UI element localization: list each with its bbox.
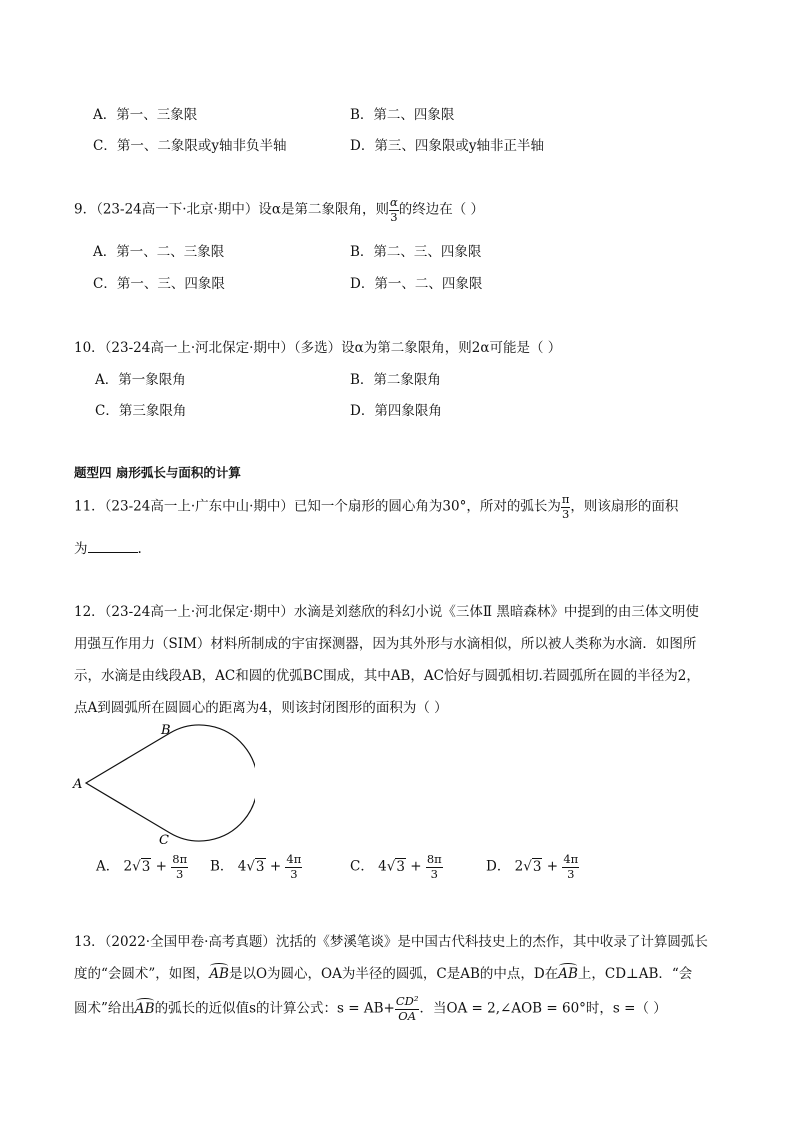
q13-line3-c: ．当OA = 2,∠AOB = 60°时，s =（ ） <box>419 1000 667 1017</box>
q12-option-c-letter: C． <box>350 858 374 875</box>
q12-option-d-denominator: 3 <box>567 866 575 881</box>
q13-line2-b: 是以O为圆心，OA为半径的圆弧，C是AB的中点，D在 <box>228 966 559 982</box>
q9-fraction <box>389 197 399 223</box>
q12-option-a-letter: A． <box>96 858 120 875</box>
q10-option-b: B．第二象限角 <box>350 372 441 388</box>
q8-option-a: A．第一、三象限 <box>93 107 198 123</box>
label-c: C <box>159 833 169 848</box>
q13-line2-c: 上，CD⊥AB．“会 <box>577 966 693 982</box>
q12-option-c-fraction <box>426 854 443 880</box>
q11-fraction <box>561 494 571 520</box>
q12-option-b-plus: + <box>269 858 282 875</box>
q13-fraction-denominator: OA <box>398 1008 416 1023</box>
q9-option-b: B．第二、三、四象限 <box>350 244 482 260</box>
q9-option-a: A．第一、二、三象限 <box>93 244 225 260</box>
q9-stem-post: 的终边在（ ） <box>398 201 485 218</box>
arc-ab-symbol: AB <box>558 966 578 982</box>
q13-line3-b: 的弧长的近似值s的计算公式：s = AB+ <box>154 1000 395 1017</box>
answer-blank[interactable] <box>88 540 138 553</box>
q12-option-c <box>350 854 443 880</box>
q12-option-b-coef: 4 <box>237 858 247 875</box>
sqrt-sign: √ <box>386 858 396 875</box>
q8-option-c: C．第一、二象限或y轴非负半轴 <box>93 138 287 154</box>
q12-option-b <box>210 854 302 880</box>
q13-line3-a: 圆术”给出 <box>74 1000 135 1017</box>
q12-option-a-numerator: 8π <box>172 852 188 866</box>
arc-ab-symbol: AB <box>134 1000 155 1017</box>
q12-line3: 示，水滴是由线段AB，AC和圆的优弧BC围成，其中AB，AC恰好与圆弧相切.若圆弧所在圆的半径为2， <box>74 668 700 684</box>
q13-line1: 13．（2022·全国甲卷·高考真题）沈括的《梦溪笔谈》是中国古代科技史上的杰作，其中收录了计算圆弧长 <box>74 934 708 950</box>
q13-line2 <box>74 962 692 982</box>
q13-line3 <box>74 996 667 1022</box>
q12-option-a-denominator: 3 <box>176 866 184 881</box>
q12-option-c-numerator: 8π <box>426 852 442 866</box>
q12-option-c-plus: + <box>410 858 422 875</box>
q10-option-c: C．第三象限角 <box>95 403 187 419</box>
q9-fraction-denominator: 3 <box>390 209 398 224</box>
q12-option-a-fraction <box>171 854 188 880</box>
q11-fraction-numerator: π <box>561 492 570 506</box>
q13-fraction <box>395 996 420 1022</box>
q10-option-d: D．第四象限角 <box>350 403 442 419</box>
q12-option-d-radicand: 3 <box>532 858 542 875</box>
q12-option-d <box>486 854 579 880</box>
arc-ab-symbol: AB <box>209 966 229 982</box>
q12-line2: 用强互作用力（SIM）材料所制成的宇宙探测器，因为其外形与水滴相似，所以被人类称为水滴．如图所 <box>74 636 697 652</box>
q11-stem <box>74 494 678 520</box>
section-heading: 题型四 扇形弧长与面积的计算 <box>74 465 241 480</box>
q11-line2-post: . <box>137 541 142 557</box>
q10-option-a: A．第一象限角 <box>95 372 186 388</box>
q12-option-a <box>96 854 188 880</box>
sqrt-sign: √ <box>246 858 255 875</box>
q12-option-b-denominator: 3 <box>290 866 298 881</box>
q12-option-d-coef: 2 <box>514 858 524 875</box>
q13-line2-a: 度的“会圆术”，如图， <box>74 966 210 982</box>
q8-option-d: D．第三、四象限或y轴非正半轴 <box>350 138 544 154</box>
q11-line2-pre: 为 <box>74 541 88 557</box>
q11-stem-post: ，则该扇形的面积 <box>570 498 679 515</box>
q12-option-b-numerator: 4π <box>286 852 302 866</box>
q12-line4: 点A到圆弧所在圆圆心的距离为4，则该封闭图形的面积为（ ） <box>74 700 448 716</box>
q9-stem <box>74 197 484 223</box>
q12-option-a-radicand: 3 <box>141 858 151 875</box>
q9-fraction-numerator: α <box>389 195 398 209</box>
q12-option-b-letter: B． <box>210 858 234 875</box>
q12-option-c-denominator: 3 <box>430 866 438 881</box>
water-drop-figure <box>70 720 255 850</box>
q10-stem: 10．（23-24高一上·河北保定·期中）（多选）设α为第二象限角，则2α可能是（ ） <box>74 340 562 356</box>
q11-fraction-denominator: 3 <box>561 506 570 521</box>
sqrt-sign: √ <box>132 858 141 875</box>
q12-option-d-plus: + <box>546 858 559 875</box>
q9-stem-pre: 9．（23-24高一下·北京·期中）设α是第二象限角，则 <box>74 201 389 218</box>
q11-stem-pre: 11．（23-24高一上·广东中山·期中）已知一个扇形的圆心角为30°，所对的弧长为 <box>74 498 561 515</box>
label-b: B <box>161 723 171 738</box>
q9-option-c: C．第一、三、四象限 <box>93 276 225 292</box>
q12-line1: 12．（23-24高一上·河北保定·期中）水滴是刘慈欣的科幻小说《三体Ⅱ 黑暗森林》中提到的由三体文明使 <box>74 604 699 620</box>
q13-fraction-numerator: CD² <box>395 994 419 1008</box>
water-drop-outline <box>86 725 255 841</box>
q8-option-b: B．第二、四象限 <box>350 107 455 123</box>
q12-option-d-fraction <box>562 854 579 880</box>
sqrt-sign: √ <box>523 858 532 875</box>
q12-option-d-numerator: 4π <box>563 852 579 866</box>
q12-option-c-coef: 4 <box>378 858 387 875</box>
label-a: A <box>73 777 83 792</box>
q12-option-a-plus: + <box>155 858 167 875</box>
q12-option-b-radicand: 3 <box>255 858 265 875</box>
q11-line2 <box>74 537 142 557</box>
q12-option-a-coef: 2 <box>123 858 133 875</box>
q12-option-c-radicand: 3 <box>396 858 405 875</box>
q12-option-b-fraction <box>285 854 302 880</box>
q12-option-d-letter: D． <box>486 858 511 875</box>
q9-option-d: D．第一、二、四象限 <box>350 276 483 292</box>
